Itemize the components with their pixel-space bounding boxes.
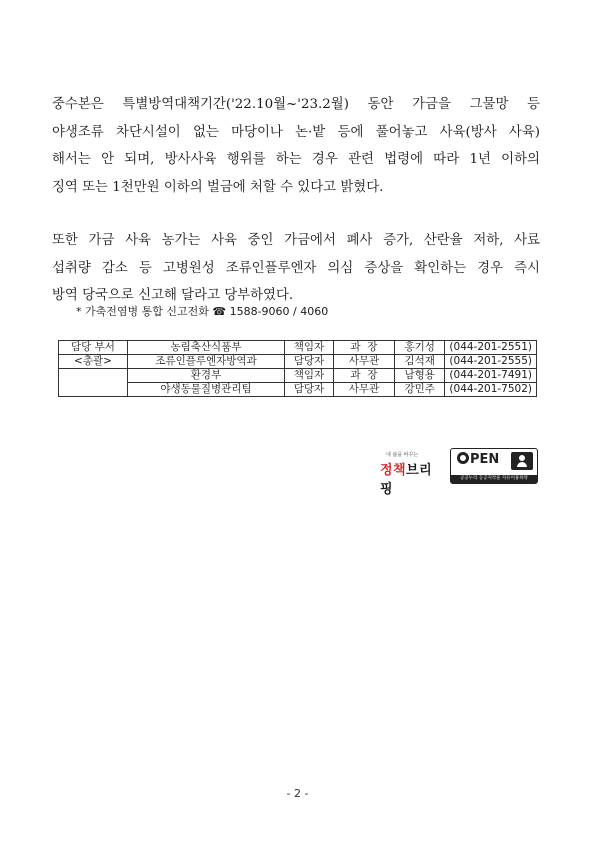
contact-phone: (044-201-7491) (445, 369, 537, 383)
table-row (59, 369, 537, 383)
contact-title: 사무관 (334, 383, 395, 397)
open-wordmark: PEN (457, 452, 499, 467)
briefing-tagline: 내 삶을 바꾸는 (386, 452, 419, 458)
table-row (59, 355, 537, 369)
contact-table (58, 340, 537, 397)
org-name: 야생동물질병관리팀 (128, 383, 285, 397)
contact-name: 강민주 (395, 383, 445, 397)
paragraph-line: 방역 당국으로 신고해 달라고 당부하였다. (52, 288, 294, 303)
paragraph-1 (52, 91, 540, 201)
org-name: 조류인플루엔자방역과 (128, 355, 285, 369)
open-license-logo (450, 448, 538, 484)
policy-briefing-logo (380, 451, 444, 497)
contact-phone: (044-201-7502) (445, 383, 537, 397)
footer-logos (380, 447, 540, 497)
hotline-numbers: 1588-9060 / 4060 (229, 305, 329, 318)
paragraph-line: 또한 가금 사육 농가는 사육 중인 가금에서 폐사 증가, 산란율 저하, 사료 (52, 233, 540, 248)
open-o-icon (457, 452, 469, 464)
paragraph-line: 중수본은 특별방역대책기간('22.10월~'23.2월) 동안 가금을 그물망 등 (52, 97, 540, 112)
org-name: 환경부 (128, 369, 285, 383)
contact-role: 책임자 (285, 341, 334, 355)
paragraph-line: 섭취량 감소 등 고병원성 조류인플루엔자 의심 증상을 확인하는 경우 즉시 (52, 260, 540, 276)
dept-label: 담당 부서 (59, 341, 128, 355)
phone-icon: ☎ (212, 305, 227, 318)
contact-title: 사무관 (334, 355, 395, 369)
contact-title: 과 장 (334, 341, 395, 355)
contact-title: 과 장 (334, 369, 395, 383)
dept-empty (59, 369, 128, 397)
contact-name: 남형용 (395, 369, 445, 383)
paragraph-2 (52, 227, 540, 310)
contact-name: 김석재 (395, 355, 445, 369)
contact-role: 책임자 (285, 369, 334, 383)
contact-phone: (044-201-2551) (445, 341, 537, 355)
briefing-wordmark: 정책브리핑 (380, 463, 433, 497)
table-row (59, 383, 537, 397)
contact-role: 담당자 (285, 383, 334, 397)
page-number: - 2 - (286, 787, 309, 800)
contact-phone: (044-201-2555) (445, 355, 537, 369)
open-license-strip: 공공누리 공공저작물 자유이용허락 (451, 475, 537, 483)
contact-name: 홍기성 (395, 341, 445, 355)
report-hotline-note (76, 303, 328, 319)
paragraph-line: 야생조류 차단시설이 없는 마당이나 논·밭 등에 풀어놓고 사육(방사 사육) (52, 124, 540, 140)
table-row (59, 341, 537, 355)
hotline-label: * 가축전염병 통합 신고전화 (76, 305, 209, 318)
contact-role: 담당자 (285, 355, 334, 369)
dept-sub: <총괄> (59, 355, 128, 369)
paragraph-line: 징역 또는 1천만원 이하의 벌금에 처할 수 있다고 밝혔다. (52, 179, 384, 195)
paragraph-line: 해서는 안 되며, 방사사육 행위를 하는 경우 관련 법령에 따라 1년 이하의 (52, 152, 540, 167)
attribution-person-icon (511, 452, 533, 470)
org-name: 농림축산식품부 (128, 341, 285, 355)
